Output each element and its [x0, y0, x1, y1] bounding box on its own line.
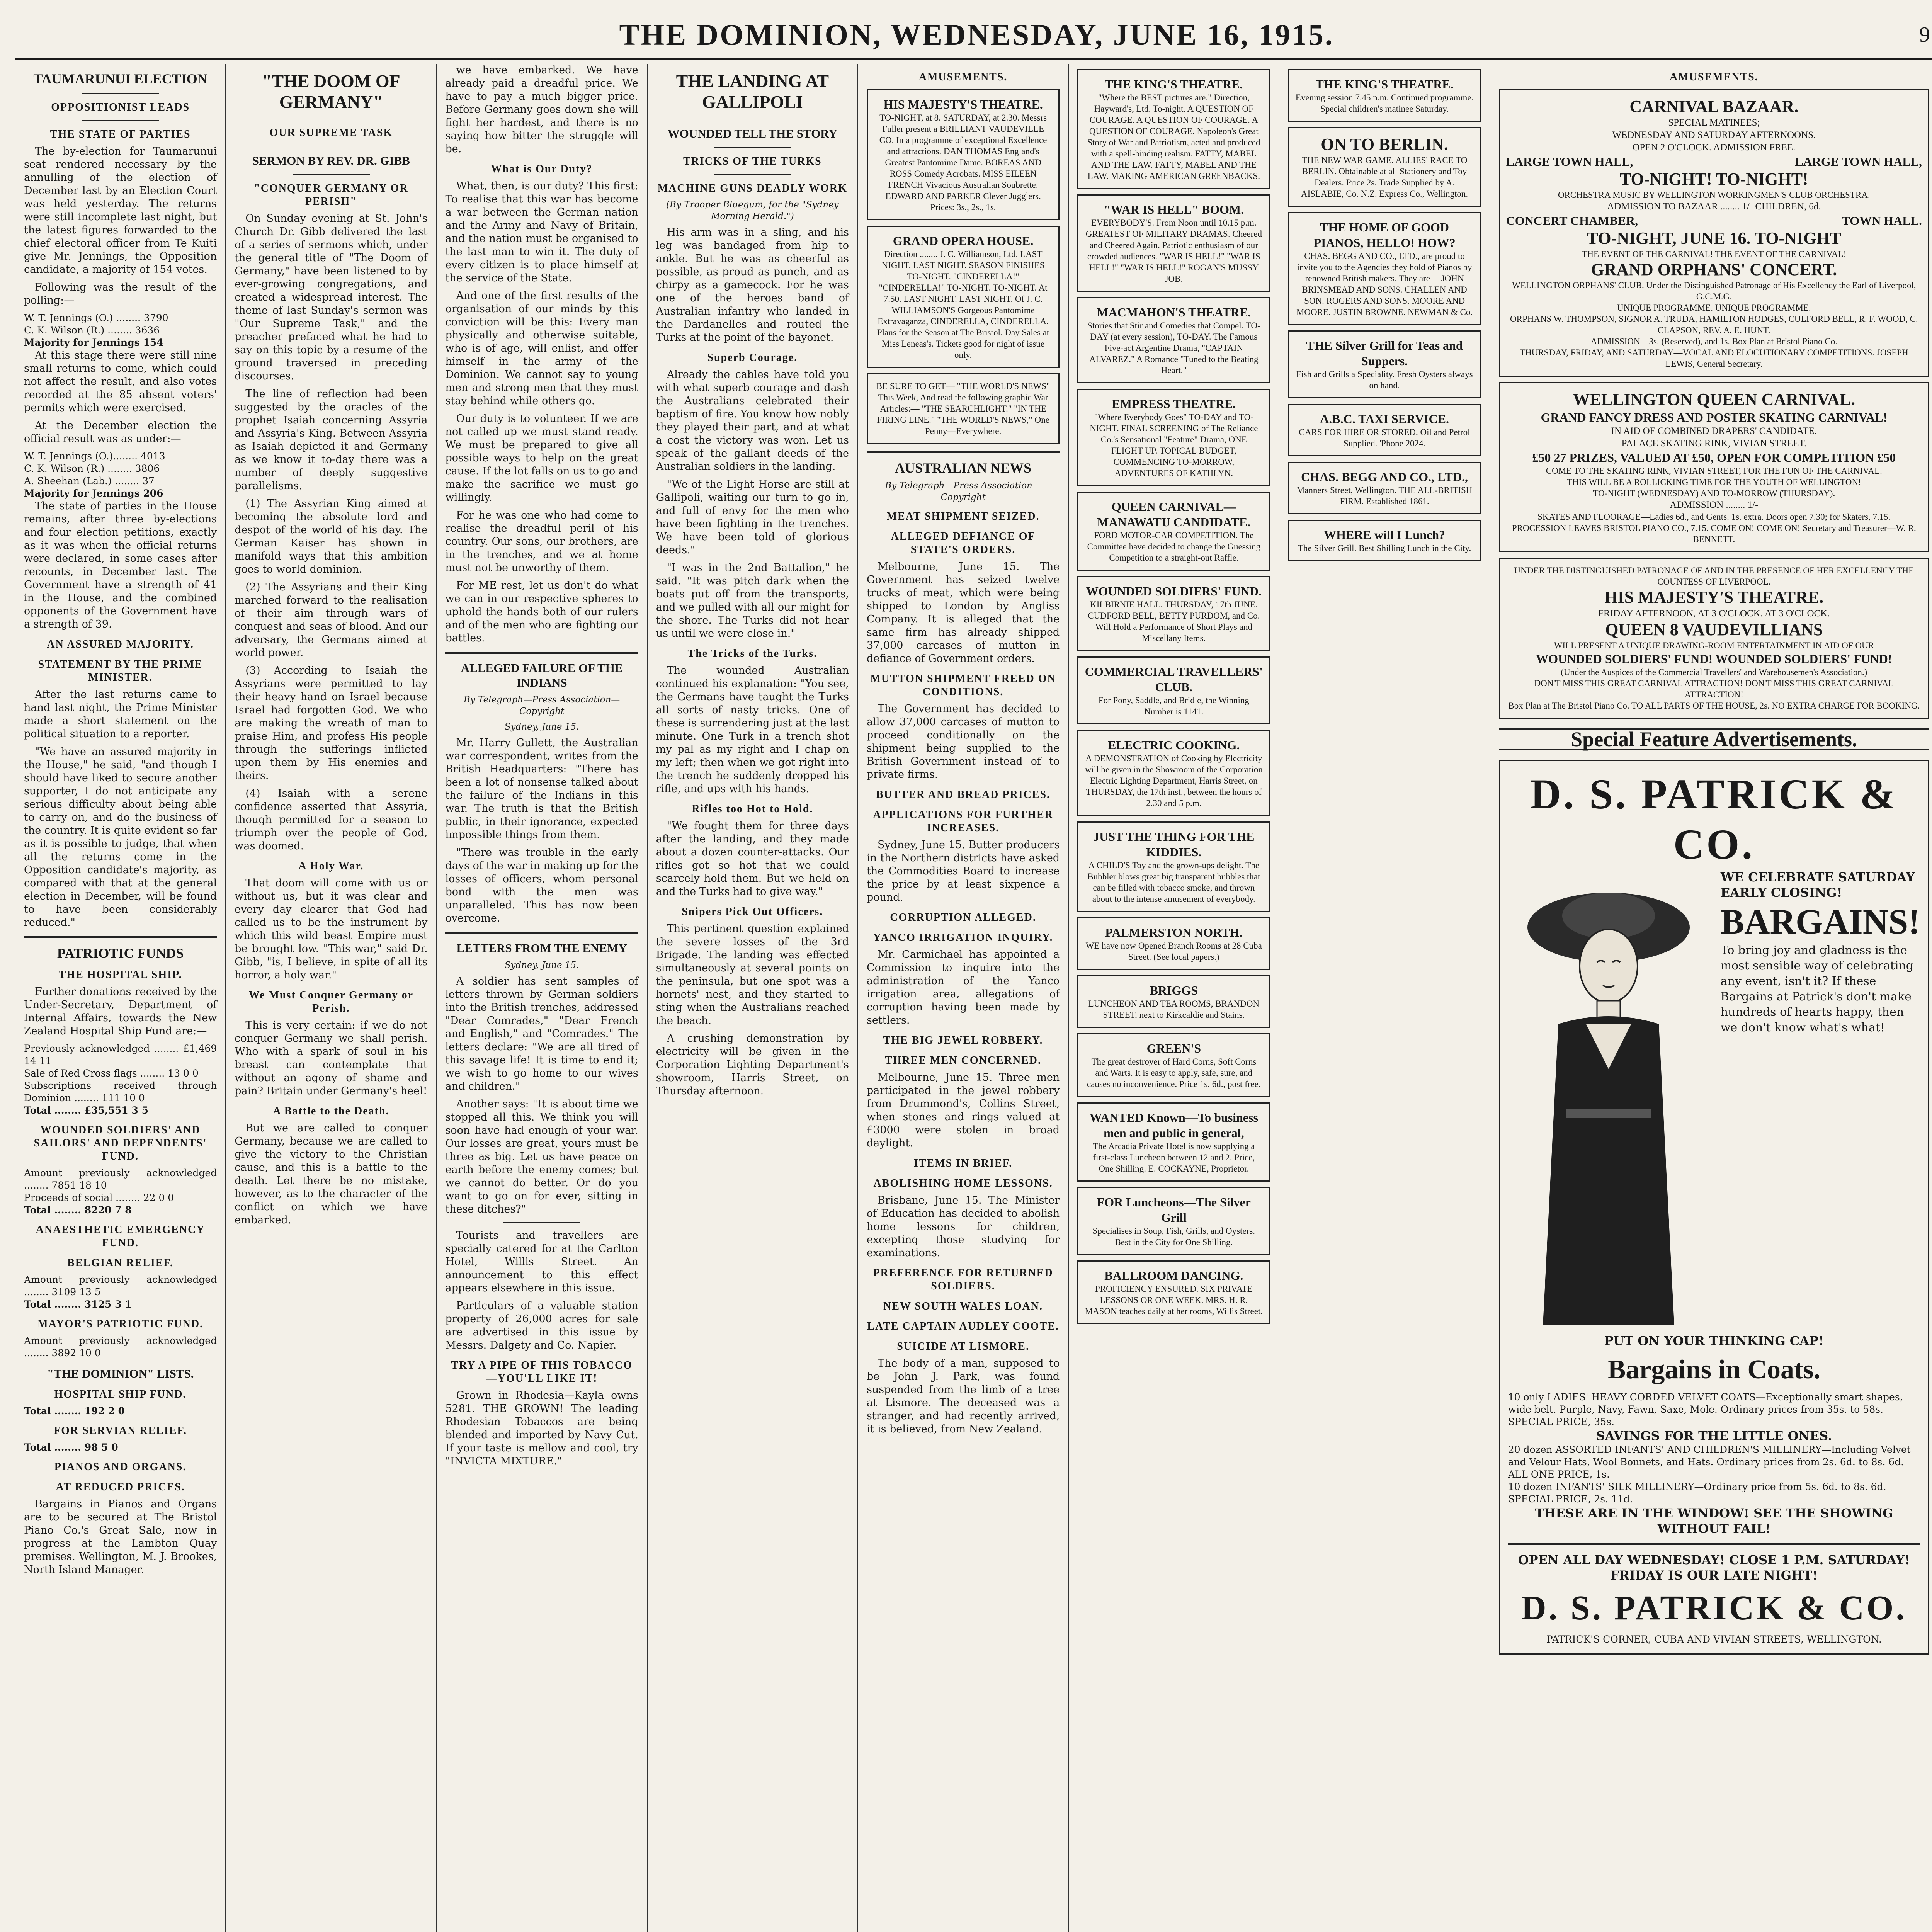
paragraph: That doom will come with us or without us, but it was clear and every day clearer that God had called us to be the instrument by which this wild beast Empire must be brought low. "This war," said Dr. Gibb, "is, I believe, in spite of all its horror, a holy war." [235, 877, 428, 981]
results-table [24, 312, 217, 349]
advertisement [1499, 89, 1929, 377]
ad-title: A.B.C. TAXI SERVICE. [1320, 412, 1449, 426]
ad-title: PALMERSTON NORTH. [1105, 925, 1243, 939]
ad-title: BALLROOM DANCING. [1104, 1269, 1243, 1282]
subheadline: OPPOSITIONIST LEADS [51, 101, 190, 113]
subheadline: BUTTER AND BREAD PRICES. [876, 789, 1051, 801]
ad-body: UNDER THE DISTINGUISHED PATRONAGE OF AND IN THE PRESENCE OF HER EXCELLENCY THE COUNTESS OF LIVERPOOL. [1514, 566, 1914, 587]
ad-body: The great destroyer of Hard Corns, Soft Corns and Warts. It is easy to apply, safe, sure, and causes no inconvenience. Price 1s. 6d., post free. [1087, 1057, 1261, 1089]
paragraph: Another says: "It is about time we stopped all this. We think you will soon have had enough of your war. Our losses are great, yours must be three as big. Let us have peace on earth before the enemy comes; but we cannot do better. Or do you want to go on for ever, sitting in these ditches?" [445, 1098, 638, 1215]
ad-body: WILL PRESENT A UNIQUE DRAWING-ROOM ENTERTAINMENT IN AID OF OUR [1554, 641, 1874, 650]
paragraph: Further donations received by the Under-Secretary, Department of Internal Affairs, towards the New Zealand Hospital Ship Fund are:— [24, 986, 217, 1037]
advertisement [1288, 404, 1481, 456]
ad-title: FOR Luncheons—The Silver Grill [1097, 1195, 1251, 1225]
subheadline: HOSPITAL SHIP FUND. [54, 1388, 187, 1400]
ad-body: PUT ON YOUR THINKING CAP! [1604, 1333, 1824, 1348]
ad-title: GREEN'S [1146, 1041, 1201, 1055]
ad-body: THE EVENT OF THE CARNIVAL! THE EVENT OF THE CARNIVAL! [1582, 249, 1847, 259]
subheadline: The Tricks of the Turks. [687, 648, 818, 660]
ad-body: WE CELEBRATE SATURDAY EARLY CLOSING! [1720, 870, 1915, 900]
result-row: A. Sheehan (Lab.) ........ 37 [24, 475, 155, 486]
paragraph: What, then, is our duty? This first: To realise that this war has become a war between the German nation and the Army and Navy of Britain, and the nation must be organised to the last man to win it. The duty of every citizen is to place himself at the service of the State. [445, 180, 638, 284]
fund-row: Total ........ 98 5 0 [24, 1442, 118, 1453]
advertisement [867, 89, 1060, 220]
fund-row: Sale of Red Cross flags ........ 13 0 0 [24, 1068, 199, 1079]
ad-title: "WAR IS HELL" BOOM. [1104, 202, 1244, 216]
byline: (By Trooper Bluegum, for the "Sydney Morning Herald.") [666, 200, 839, 221]
fund-row: Amount previously acknowledged ........ 3892 10 0 [24, 1335, 217, 1359]
ad-title: THE KING'S THEATRE. [1315, 77, 1454, 91]
ad-title: TO-NIGHT! TO-NIGHT! [1619, 170, 1808, 189]
ad-body: EVERYBODY'S. From Noon until 10.15 p.m. GREATEST OF MILITARY DRAMAS. Cheered and Cheered Again. Patriotic enthusiasm of our crowded audiences. "WAR IS HELL!" "WAR IS HELL!" "WAR IS HELL!" ROGAN'S MUSSY JOB. [1085, 218, 1262, 284]
ad-body: ORPHANS W. THOMPSON, SIGNOR A. TRUDA, HAMILTON HODGES, CULFORD BELL, R. F. WOOD, C. CLAPSON, REV. A. E. HUNT. [1510, 314, 1918, 335]
ad-body: Plans for the Season at The Bristol. Day Sales at Miss Leneas's. Tickets good for night of issue only. [877, 328, 1049, 360]
advertisement [1077, 297, 1270, 383]
divider [714, 174, 791, 175]
paragraph: But we are called to conquer Germany, because we are called to give the victory to the Christian cause, and this is a battle to the death. Let there be no mistake, however, as to the character of the conflict on which we have embarked. [235, 1122, 428, 1226]
ad-body: WOUNDED SOLDIERS' FUND! WOUNDED SOLDIERS' FUND! [1536, 652, 1892, 666]
paragraph: Our duty is to volunteer. If we are not called up we must stand ready. We must be prepared to give all possible ways to help on the great cause. If the lot falls on us to go and make the sacrifice we must go willingly. [445, 413, 638, 503]
headline: "THE DOMINION" LISTS. [47, 1367, 194, 1380]
fund-table [24, 1274, 217, 1311]
ad-body: TO-NIGHT, at 8. SATURDAY, at 2.30. Messrs Fuller present a BRILLIANT VAUDEVILLE CO. In a programme of exceptional Excellence and attractions. DAN THOMAS England's Greatest Pantomime Dame. BOREAS AND ROSS Comedy Acrobats. MISS EILEEN FRENCH Vivacious Australian Soubrette. EDWARD AND PARKER Clever Jugglers. Prices: 3s., 2s., 1s. [879, 113, 1047, 212]
headline: LETTERS FROM THE ENEMY [456, 941, 627, 955]
ad-body: BE SURE TO GET— "THE WORLD'S NEWS" This Week, And read the following graphic War Articles:— "THE SEARCHLIGHT." "IN THE FIRING LINE." "THE WORLD'S NEWS," One Penny—Everywhere. [876, 381, 1050, 436]
fund-table [24, 1167, 217, 1216]
ad-body: FRIDAY AFTERNOON, AT 3 O'CLOCK. AT 3 O'CLOCK. [1598, 608, 1830, 619]
ad-title: QUEEN CARNIVAL—MANAWATU CANDIDATE. [1097, 500, 1251, 529]
ad-body: Stories that Stir and Comedies that Compel. TO-DAY (at every session), TO-DAY. The Famous Five-act Argentine Drama, "CAPTAIN ALVAREZ." A Romance "Tuned to the Beating Heart." [1087, 321, 1260, 375]
ad-body: PATRICK'S CORNER, CUBA AND VIVIAN STREETS, WELLINGTON. [1546, 1634, 1882, 1645]
paragraph: Melbourne, June 15. The Government has seized twelve trucks of meat, which were being shipped to London by Angliss Company. It is alleged that the same firm has already shipped 37,000 carcases of mutton in defiance of Government orders. [866, 561, 1060, 665]
store-logo: D. S. PATRICK & CO. [1521, 1589, 1907, 1627]
divider [714, 147, 791, 148]
ad-body: UNIQUE PROGRAMME. UNIQUE PROGRAMME. [1617, 303, 1811, 313]
results-table [24, 450, 217, 500]
advertisement [1288, 212, 1481, 325]
ad-title: WHERE will I Lunch? [1324, 528, 1445, 542]
ad-headline: BARGAINS! [1720, 902, 1920, 941]
ad-title: CHAS. BEGG AND CO., LTD., [1301, 470, 1468, 484]
ad-body: CARS FOR HIRE OR STORED. Oil and Petrol Supplied. 'Phone 2024. [1299, 427, 1470, 448]
fund-row: Total ........ 8220 7 8 [24, 1204, 132, 1216]
headline: PATRIOTIC FUNDS [57, 946, 184, 961]
divider [445, 652, 638, 654]
advertisement [1288, 520, 1481, 561]
subheadline: PREFERENCE FOR RETURNED SOLDIERS. [873, 1267, 1053, 1292]
paragraph: (3) According to Isaiah the Assyrians were permitted to lay their heavy hand on Israel because Israel had forgotten God. We who are making the wreath of man to praise Him, and profess His people through the sufferings inflicted upon them by His enemies and theirs. [235, 665, 428, 782]
ad-body: CHAS. BEGG AND CO., LTD., are proud to invite you to the Agencies they hold of Pianos by renowned British makers. They are— JOHN BRINSMEAD AND SONS. CHALLEN AND SON. ROGERS AND SONS. MOORE AND MOORE. JUSTIN BROWNE. NEWMAN & Co. [1296, 251, 1473, 317]
ad-body: Specialises in Soup, Fish, Grills, and Oysters. Best in the City for One Shilling. [1092, 1226, 1255, 1247]
ad-row [1506, 154, 1922, 169]
ad-title: GRAND ORPHANS' CONCERT. [1591, 260, 1837, 279]
subheadline: THREE MEN CONCERNED. [885, 1054, 1041, 1066]
subheadline: Rifles too Hot to Hold. [692, 803, 813, 815]
advertisement [1288, 69, 1481, 122]
subheadline: MUTTON SHIPMENT FREED ON CONDITIONS. [870, 673, 1056, 698]
advertisement [1288, 127, 1481, 207]
advertisement [1499, 558, 1929, 719]
advertisement [1499, 382, 1929, 552]
column-2 [226, 64, 437, 1932]
fund-row: Total ........ 3125 3 1 [24, 1299, 132, 1310]
fund-row: Total ........ 192 2 0 [24, 1405, 125, 1417]
ad-body: £50 27 PRIZES, VALUED AT £50, OPEN FOR COMPETITION £50 [1532, 451, 1896, 464]
fund-row: Amount previously acknowledged ........ 3109 13 5 [24, 1274, 217, 1298]
ad-title: WOUNDED SOLDIERS' FUND. [1086, 584, 1262, 598]
venue-label: CONCERT CHAMBER, [1506, 214, 1638, 228]
fund-table [24, 1441, 217, 1454]
paragraph: And one of the first results of the organisation of our minds by this conviction will be this: Every man physically and otherwise suitable, who is of age, will enlist, and offer himself in the army of the Dominion. We cannot say to young men and strong men that they must stay behind while others go. [445, 290, 638, 407]
fund-row: Total ........ £35,551 3 5 [24, 1105, 148, 1116]
paragraph: For ME rest, let us don't do what we can in our respective spheres to uphold the hands both of our rulers and of the men who are fighting our battles. [445, 580, 638, 644]
ad-headline: Bargains in Coats. [1607, 1355, 1821, 1384]
subheadline: THE HOSPITAL SHIP. [58, 969, 182, 981]
ad-body: WE have now Opened Branch Rooms at 28 Cuba Street. (See local papers.) [1085, 941, 1262, 962]
subheadline: BELGIAN RELIEF. [67, 1257, 174, 1269]
subheadline: Snipers Pick Out Officers. [682, 906, 823, 918]
fund-row: Previously acknowledged ........ £1,469 14 11 [24, 1043, 217, 1066]
ad-title: WANTED Known—To business men and public in general, [1089, 1111, 1258, 1140]
paragraph: For he was one who had come to realise the dreadful peril of his country. Our sons, our brothers, are in the trenches, and we at home must not be unworthy of them. [445, 509, 638, 574]
paragraph: Tourists and travellers are specially catered for at the Carlton Hotel, Willis Street. An announcement to this effect appears elsewhere in this issue. [445, 1230, 638, 1294]
result-row: C. K. Wilson (R.) ........ 3806 [24, 463, 160, 474]
paragraph: Melbourne, June 15. Three men participated in the jewel robbery from Drummond's, Collins Street, when stones and rings valued at £3000 were stolen in broad daylight. [866, 1071, 1060, 1149]
ad-body: TO-NIGHT (WEDNESDAY) AND TO-MORROW (THURSDAY). [1593, 488, 1835, 498]
subheadline: AT REDUCED PRICES. [56, 1481, 185, 1493]
fund-row: Proceeds of social ........ 22 0 0 [24, 1192, 174, 1203]
paragraph: "There was trouble in the early days of the war in making up for the losses of officers, whom personal bond with the men was unparalleled. This has now been overcome. [445, 847, 638, 924]
ad-title: WELLINGTON QUEEN CARNIVAL. [1573, 390, 1855, 409]
subheadline: A Holy War. [298, 860, 364, 872]
paragraph: A soldier has sent samples of letters thrown by German soldiers into the British trenches, addressed "Dear Comrades," "Dear French and English," and "Comrades." The letters declare: "We are all tired of this savage life! It is time to end it; we wish to go home to our wives and children." [445, 975, 638, 1092]
fund-table [24, 1335, 217, 1359]
headline: THE LANDING AT GALLIPOLI [676, 71, 829, 112]
ad-body: Evening session 7.45 p.m. Continued programme. Special children's matinee Saturday. [1295, 93, 1474, 114]
ad-body: ADMISSION ........ 1/- [1670, 500, 1759, 510]
ad-body: 10 only LADIES' HEAVY CORDED VELVET COATS—Exceptionally smart shapes, wide belt. Purple, Navy, Fawn, Saxe, Mole. Ordinary prices from 35s. to 58s. SPECIAL PRICE, 35s. [1508, 1391, 1903, 1427]
section-heading: AMUSEMENTS. [918, 71, 1008, 83]
ad-body: SAVINGS FOR THE LITTLE ONES. [1596, 1429, 1832, 1443]
headline: TAUMARUNUI ELECTION [33, 71, 207, 87]
ad-title: CARNIVAL BAZAAR. [1629, 97, 1799, 116]
subheadline: "CONQUER GERMANY OR PERISH" [254, 182, 408, 207]
ad-body: A DEMONSTRATION of Cooking by Electricity will be given in the Showroom of the Corporation Electric Lighting Department, Harris Street, on THURSDAY, the 17th inst., between the hours of 2.30 and 5 p.m. [1085, 753, 1263, 808]
subheadline: WOUNDED SOLDIERS' AND SAILORS' AND DEPENDENTS' FUND. [34, 1124, 207, 1162]
ad-body: 10 dozen INFANTS' SILK MILLINERY—Ordinary price from 5s. 6d. to 8s. 6d. SPECIAL PRICE, 2s. 11d. [1508, 1481, 1886, 1505]
paragraph: His arm was in a sling, and his leg was bandaged from hip to ankle. But he was as cheerful as possible, as proud as punch, and as chirpy as a gamecock. For he was one of the heroes band of Australian infantry who landed in the Dardanelles and routed the Turks at the point of the bayonet. [656, 226, 849, 344]
ad-body: Fish and Grills a Speciality. Fresh Oysters always on hand. [1296, 369, 1473, 390]
divider [24, 936, 217, 938]
ad-body: ADMISSION TO BAZAAR ........ 1/- CHILDREN, 6d. [1607, 201, 1821, 212]
ad-title: QUEEN 8 VAUDEVILLIANS [1605, 620, 1823, 639]
paragraph: The body of a man, supposed to be John J. Park, was found suspended from the limb of a tree at Lismore. The deceased was a stranger, and had recently arrived, it is believed, from New Zealand. [866, 1357, 1060, 1435]
ad-title: HIS MAJESTY'S THEATRE. [1604, 588, 1824, 607]
paragraph: On Sunday evening at St. John's Church Dr. Gibb delivered the last of a series of sermons which, under the general title of "The Doom of Germany," have been listened to by ever-growing congregations, and created a widespread interest. The theme of last Sunday's sermon was "Our Supreme Task," and the preacher prefaced what he had to say on this topic by a resume of the ground traversed in preceding discourses. [235, 213, 428, 382]
ad-body: 20 dozen ASSORTED INFANTS' AND CHILDREN'S MILLINERY—Including Velvet and Velour Hats, Wool Bonnets, and Hats. Ordinary prices from 2s. 6d. to 8s. 6d. ALL ONE PRICE, 1s. [1508, 1444, 1911, 1480]
ad-body: The Arcadia Private Hotel is now supplying a first-class Luncheon between 12 and 2. Price, One Shilling. E. COCKAYNE, Proprietor. [1092, 1141, 1255, 1173]
subheadline: AN ASSURED MAJORITY. [47, 638, 194, 650]
subheadline: THE BIG JEWEL ROBBERY. [883, 1034, 1043, 1046]
paragraph: (2) The Assyrians and their King marched forward to the realisation of their aim through wars of conquest and seas of blood. And our adversary, the Germans aimed at world power. [235, 581, 428, 659]
dateline: Sydney, June 15. [504, 960, 579, 970]
page-number: 9 [1919, 23, 1930, 47]
subheadline: MAYOR'S PATRIOTIC FUND. [37, 1318, 204, 1330]
divider [293, 174, 370, 175]
advertisement [1077, 1260, 1270, 1324]
ad-title: HIS MAJESTY'S THEATRE. [883, 97, 1043, 111]
advertisement [1077, 821, 1270, 912]
ad-title: MACMAHON'S THEATRE. [1097, 305, 1251, 319]
subheadline: MACHINE GUNS DEADLY WORK [657, 182, 847, 194]
ad-body: Box Plan at The Bristol Piano Co. TO ALL PARTS OF THE HOUSE, 2s. NO EXTRA CHARGE FOR BOOKING. [1508, 701, 1920, 711]
ad-title: GRAND OPERA HOUSE. [893, 234, 1034, 248]
paragraph: Brisbane, June 15. The Minister of Education has decided to abolish home lessons for children, excepting those studying for examinations. [866, 1194, 1060, 1259]
paragraph: Mr. Carmichael has appointed a Commission to inquire into the administration of the Yanco irrigation area, allegations of corruption having been made by settlers. [866, 949, 1060, 1026]
ad-body: Direction ........ J. C. Williamson, Ltd. LAST NIGHT. LAST NIGHT. SEASON FINISHES TO-NIGHT. "CINDERELLA!" "CINDERELLA!" TO-NIGHT. TO-NIGHT. At 7.50. LAST NIGHT. LAST NIGHT. Of J. C. WILLIAMSON'S Gorgeous Pantomime Extravaganza, CINDERELLA, CINDERELLA. [878, 249, 1049, 326]
ad-body: For Pony, Saddle, and Bridle, the Winning Number is 1141. [1098, 696, 1249, 716]
advertisement [1077, 69, 1270, 189]
column-1 [15, 64, 226, 1932]
fund-row: Amount previously acknowledged ........ 7851 18 10 [24, 1167, 217, 1191]
ad-body: PROCESSION LEAVES BRISTOL PIANO CO., 7.15. COME ON! COME ON! Secretary and Treasurer—W. R. BENNETT. [1512, 523, 1916, 544]
venue-label: LARGE TOWN HALL, [1506, 155, 1633, 168]
store-logo: D. S. PATRICK & CO. [1530, 770, 1898, 868]
result-row: C. K. Wilson (R.) ........ 3636 [24, 325, 160, 336]
subheadline: STATEMENT BY THE PRIME MINISTER. [38, 658, 203, 684]
ad-copy [1721, 869, 1920, 1036]
paragraph: This is very certain: if we do not conquer Germany we shall perish. Who with a spark of soul in his breast can contemplate that without an agony of shame and pain? Britain under Germany's heel! [235, 1019, 428, 1097]
divider [503, 1222, 580, 1223]
ad-body: ADMISSION—3s. (Reserved), and 1s. Box Plan at Bristol Piano Co. [1590, 337, 1837, 346]
paragraph: (1) The Assyrian King aimed at becoming the absolute lord and despot of the world of his day. The German Kaiser has shown in manifold ways that this ambition goes to world dominion. [235, 498, 428, 575]
paragraph: Grown in Rhodesia—Kayla owns 5281. THE GROWN! The leading Rhodesian Tobaccos are being blended and imported by Navy Cut. If your taste is mellow and cool, try "INVICTA MIXTURE." [445, 1389, 638, 1467]
advertisement [1077, 656, 1270, 724]
headline: AUSTRALIAN NEWS [895, 460, 1032, 476]
paragraph: The by-election for Taumarunui seat rendered necessary by the annulling of the election of December last by an Election Court was held yesterday. The returns were still incomplete last night, but the latest figures forwarded to the chief electoral officer from Te Kuiti give Mr. Jennings, the Opposition candidate, a majority of 154 votes. [24, 145, 217, 276]
divider [82, 120, 159, 121]
advertisement [1077, 975, 1270, 1028]
ad-body: IN AID OF COMBINED DRAPERS' CANDIDATE. [1611, 426, 1817, 436]
ad-body: COME TO THE SKATING RINK, VIVIAN STREET, FOR THE FUN OF THE CARNIVAL. [1546, 466, 1882, 476]
advertisement [1288, 330, 1481, 398]
subheadline: MEAT SHIPMENT SEIZED. [886, 510, 1040, 522]
subheadline: LATE CAPTAIN AUDLEY COOTE. [867, 1320, 1059, 1332]
paragraph: Particulars of a valuable station property of 26,000 acres for sale are advertised in this issue by Messrs. Dalgety and Co. Napier. [445, 1300, 638, 1351]
ad-body: To bring joy and gladness is the most sensible way of celebrating any event, isn't it? If these Bargains at Patrick's don't make hundreds of hearts happy, then we don't know what's what! [1720, 944, 1913, 1034]
ad-body: SKATES AND FLOORAGE—Ladies 6d., and Gents. 1s. extra. Doors open 7.30; for Skaters, 7.15. [1537, 512, 1891, 522]
result-row: W. T. Jennings (O.) ........ 3790 [24, 312, 168, 323]
advertisement [1077, 730, 1270, 816]
ad-body: WEDNESDAY AND SATURDAY AFTERNOONS. [1612, 130, 1816, 140]
ad-body: PALACE SKATING RINK, VIVIAN STREET. [1621, 438, 1807, 449]
divider [1508, 1543, 1920, 1545]
paragraph: This pertinent question explained the severe losses of the 3rd Brigade. The landing was effected simultaneously at several points on the peninsula, but one spot was a hornets' nest, and they started to sting when the Australians reached the beach. [656, 923, 849, 1027]
ad-body: Manners Street, Wellington. THE ALL-BRITISH FIRM. Established 1861. [1296, 485, 1473, 506]
section-heading: AMUSEMENTS. [1669, 71, 1759, 83]
ad-body: The Silver Grill. Best Shilling Lunch in the City. [1298, 543, 1471, 553]
subheadline: What is Our Duty? [491, 163, 593, 175]
ad-body: KILBIRNIE HALL. THURSDAY, 17th JUNE. CUDFORD BELL, BETTY PURDOM, and Co. Will Hold a Performance of Short Plays and Miscellany Items. [1088, 600, 1260, 643]
ad-body: DON'T MISS THIS GREAT CARNIVAL ATTRACTION! DON'T MISS THIS GREAT CARNIVAL ATTRACTION! [1534, 679, 1894, 699]
advertisement [1077, 576, 1270, 651]
subheadline: We Must Conquer Germany or Perish. [248, 989, 414, 1014]
fund-table [24, 1405, 217, 1417]
ad-title: COMMERCIAL TRAVELLERS' CLUB. [1085, 665, 1263, 694]
dateline: Sydney, June 15. [504, 722, 579, 732]
ad-row [1506, 213, 1922, 228]
ad-title: BRIGGS [1150, 983, 1198, 997]
ad-body: (Under the Auspices of the Commercial Travellers' and Warehousemen's Association.) [1561, 667, 1867, 677]
paragraph: "We have an assured majority in the House," he said, "and though I should have liked to secure another supporter, I do not anticipate any serious difficulty about being able to carry on, and do the business of the country. It is quite evident so far as it is possible to judge, that when all the returns come in the Opposition candidate's majority, as compared with that at the general election in December, will be found to have been considerably reduced." [24, 746, 217, 929]
advertisement [867, 373, 1060, 444]
ad-body: OPEN ALL DAY WEDNESDAY! CLOSE 1 P.M. SATURDAY! FRIDAY IS OUR LATE NIGHT! [1518, 1553, 1910, 1583]
subheadline: OUR SUPREME TASK [269, 127, 393, 139]
ad-title: THE KING'S THEATRE. [1105, 77, 1243, 91]
ad-subtitle: SPECIAL MATINEES; [1668, 117, 1760, 128]
advertisement [1077, 1033, 1270, 1097]
column-7 [1279, 64, 1490, 1932]
ad-title: ELECTRIC COOKING. [1108, 738, 1240, 752]
paragraph: Bargains in Pianos and Organs are to be secured at The Bristol Piano Co.'s Great Sale, now in progress at the Lambton Quay premises. Wellington, M. J. Brookes, North Island Manager. [24, 1498, 217, 1576]
column-8 [1490, 64, 1932, 1932]
advertisement [1077, 389, 1270, 486]
ad-title: ON TO BERLIN. [1321, 135, 1448, 154]
ad-body: A CHILD'S Toy and the grown-ups delight. The Bubbler blows great big transparent bubbles that can be filled with tobacco smoke, and thrown about to the intense amusement of everybody. [1087, 861, 1260, 904]
headline: ALLEGED FAILURE OF THE INDIANS [461, 661, 623, 689]
venue-label: TOWN HALL. [1842, 214, 1922, 228]
subheadline: ABOLISHING HOME LESSONS. [873, 1177, 1053, 1189]
subheadline: NEW SOUTH WALES LOAN. [883, 1300, 1043, 1312]
advertisement [1288, 462, 1481, 514]
headline: "THE DOOM OF GERMANY" [262, 71, 400, 112]
column-3 [437, 64, 647, 1932]
subheadline: SUICIDE AT LISMORE. [897, 1340, 1029, 1352]
divider [867, 451, 1060, 453]
subheadline: CORRUPTION ALLEGED. [890, 912, 1036, 923]
subheadline: TRICKS OF THE TURKS [683, 155, 822, 167]
ad-body: THESE ARE IN THE WINDOW! SEE THE SHOWING WITHOUT FAIL! [1535, 1506, 1893, 1536]
fund-row: Subscriptions received through Dominion ........ 111 10 0 [24, 1080, 217, 1104]
paragraph: "We of the Light Horse are still at Gallipoli, waiting our turn to go in, and full of envy for the men who have been fighting in the trenches. We have been told of glorious deeds." [656, 478, 849, 556]
paragraph: The state of parties in the House remains, after three by-elections and four election petitions, exactly as it was when the official returns were declared, in some cases after recounts, in December last. The Government have a strength of 41 in the House, and the combined opponents of the Government have a strength of 39. [24, 500, 217, 630]
result-row: Majority for Jennings 206 [24, 488, 163, 499]
ad-title: EMPRESS THEATRE. [1112, 397, 1236, 411]
ad-body: THIS WILL BE A ROLLICKING TIME FOR THE YOUTH OF WELLINGTON! [1567, 477, 1861, 487]
ad-body: THURSDAY, FRIDAY, AND SATURDAY—VOCAL AND ELOCUTIONARY COMPETITIONS. JOSEPH LEWIS, General Secretary. [1519, 348, 1908, 369]
paragraph: The line of reflection had been suggested by the oracles of the prophet Isaiah concerning Assyria and Assyria's King. Between Assyria as Isaiah depicted it and Germany as we know it to-day there was a number of deeply suggestive parallelisms. [235, 388, 428, 492]
subheadline: PIANOS AND ORGANS. [54, 1461, 187, 1473]
masthead-title: THE DOMINION, WEDNESDAY, JUNE 16, 1915. [619, 18, 1334, 51]
fund-table [24, 1043, 217, 1117]
patrick-advertisement [1499, 760, 1929, 1655]
ad-title: THE HOME OF GOOD PIANOS, HELLO! HOW? [1313, 220, 1456, 250]
paragraph: A crushing demonstration by electricity will be given in the Corporation Lighting Department's showroom, Harris Street, on Thursday afternoon. [656, 1032, 849, 1097]
paragraph: The wounded Australian continued his explanation: "You see, the Germans have taught the Turks all sorts of nasty tricks. One of these is surrendering just at the last minute. One Turk in a trench shot my pal as my right and I chap on my left; then when we got right into the trench he suddenly dropped his rifle, and ups with his hands. [656, 665, 849, 795]
paragraph: The Government has decided to allow 37,000 carcases of mutton to proceed conditionally on the shipment being supplied to the British Government instead of to private firms. [866, 703, 1060, 781]
paragraph: Already the cables have told you with what superb courage and dash the Australians celebrated their baptism of fire. You know how nobly they played their part, and at what a cost the victory was won. Let us speak of the gallant deeds of the Australian soldiers in the landing. [656, 369, 849, 473]
result-row: Majority for Jennings 154 [24, 337, 163, 348]
ad-subtitle: GRAND FANCY DRESS AND POSTER SKATING CARNIVAL! [1541, 410, 1888, 424]
subheadline: A Battle to the Death. [273, 1105, 389, 1117]
divider [445, 932, 638, 934]
ad-body: "Where the BEST pictures are." Direction, Hayward's, Ltd. To-night. A QUESTION OF COURAGE. A QUESTION OF COURAGE. A QUESTION OF COURAGE. Napoleon's Great Story of War and Patriotism, acted and produced with a spell-binding realism. FATTY, MABEL AND THE LAW. FATTY, MABEL AND THE LAW. MAKING AMERICAN GREENBACKS. [1087, 93, 1260, 181]
ad-body: WELLINGTON ORPHANS' CLUB. Under the Distinguished Patronage of His Excellency the Earl of Liverpool, G.C.M.G. [1512, 281, 1916, 301]
paragraph: After the last returns came to hand last night, the Prime Minister made a short statement on the political situation to a reporter. [24, 689, 217, 740]
paragraph: Mr. Harry Gullett, the Australian war correspondent, writes from the British Headquarters: "There has been a lot of nonsense talked about the failure of the Indians in this war. The truth is that the British public, in their ignorance, expected impossible things from them. [445, 737, 638, 841]
column-4 [648, 64, 858, 1932]
feature-banner: Special Feature Advertisements. [1499, 728, 1929, 750]
ad-title: JUST THE THING FOR THE KIDDIES. [1093, 830, 1255, 859]
column-5 [858, 64, 1069, 1932]
subheadline: ITEMS IN BRIEF. [913, 1157, 1013, 1169]
advertisement [1077, 1187, 1270, 1255]
paragraph: At the December election the official result was as under:— [24, 420, 217, 445]
ad-body: THE NEW WAR GAME. ALLIES' RACE TO BERLIN. Obtainable at all Stationery and Toy Dealers. Price 2s. Trade Supplied by A. AISLABIE, Co. N.Z. Express Co., Wellington. [1301, 155, 1468, 199]
woman-illustration [1508, 869, 1709, 1333]
column-6 [1069, 64, 1279, 1932]
ad-body: LUNCHEON AND TEA ROOMS, BRANDON STREET, next to Kirkcaldie and Stains. [1088, 999, 1259, 1020]
subheadline: Superb Courage. [707, 352, 798, 364]
subheadline: ALLEGED DEFIANCE OF STATE'S ORDERS. [891, 531, 1036, 556]
ad-body: PROFICIENCY ENSURED. SIX PRIVATE LESSONS OR ONE WEEK. MRS. H. R. MASON teaches daily at her rooms, Willis Street. [1085, 1284, 1263, 1316]
paragraph: At this stage there were still nine small returns to come, which could not affect the result, and also votes recorded at the 85 absent voters' permits which were exercised. [24, 349, 217, 414]
subheadline: TRY A PIPE OF THIS TOBACCO—YOU'LL LIKE IT! [451, 1359, 633, 1384]
subheadline: YANCO IRRIGATION INQUIRY. [873, 932, 1053, 944]
paragraph: we have embarked. We have already paid a dreadful price. We have to pay a much bigger price. Before Germany goes down she will fight her hardest, and there is no saying how bitter the struggle will be. [445, 64, 638, 155]
venue-label: LARGE TOWN HALL, [1795, 155, 1922, 168]
subheadline: THE STATE OF PARTIES [50, 128, 191, 140]
ad-body: FORD MOTOR-CAR COMPETITION. The Committee have decided to change the Guessing Competition to a straight-out Raffle. [1087, 531, 1261, 563]
paragraph: (4) Isaiah with a serene confidence asserted that Assyria, though permitted for a season to triumph over the people of God, was doomed. [235, 787, 428, 852]
advertisement [1077, 917, 1270, 970]
ad-title: TO-NIGHT, JUNE 16. TO-NIGHT [1587, 229, 1841, 248]
byline: By Telegraph—Press Association—Copyright [885, 481, 1041, 502]
paragraph: Sydney, June 15. Butter producers in the Northern districts have asked the Commodities Board to increase the price by at least sixpence a pound. [866, 839, 1060, 903]
byline: By Telegraph—Press Association—Copyright [463, 695, 620, 716]
paragraph: Following was the result of the polling:— [24, 281, 217, 306]
paragraph: "We fought them for three days after the landing, and they made about a dozen counter-attacks. Our rifles got so hot that we could scarcely hold them. But we held on and the Turks had to give way." [656, 820, 849, 898]
subheadline: APPLICATIONS FOR FURTHER INCREASES. [873, 809, 1053, 834]
subheadline: SERMON BY REV. DR. GIBB [252, 154, 410, 167]
subheadline: FOR SERVIAN RELIEF. [54, 1425, 187, 1437]
advertisement [1077, 194, 1270, 292]
divider [82, 93, 159, 94]
ad-body: OPEN 2 O'CLOCK. ADMISSION FREE. [1633, 142, 1796, 153]
ad-title: THE Silver Grill for Teas and Suppers. [1306, 338, 1463, 368]
advertisement [1077, 492, 1270, 571]
advertisement [867, 226, 1060, 368]
result-row: W. T. Jennings (O.)........ 4013 [24, 451, 165, 462]
subheadline: ANAESTHETIC EMERGENCY FUND. [36, 1224, 205, 1249]
ad-body: ORCHESTRA MUSIC BY WELLINGTON WORKINGMEN'S CLUB ORCHESTRA. [1558, 190, 1870, 200]
ad-body: "Where Everybody Goes" TO-DAY and TO-NIGHT. FINAL SCREENING of The Reliance Co.'s Sensational "Feature" Drama, ONE FLIGHT UP. TOPICAL BUDGET, COMMENCING TO-MORROW, ADVENTURES OF KATHLYN. [1090, 412, 1258, 478]
columns [15, 64, 1932, 1932]
advertisement [1077, 1102, 1270, 1182]
ad-row [1508, 869, 1920, 1333]
subheadline: WOUNDED TELL THE STORY [667, 127, 837, 140]
masthead [15, 12, 1932, 60]
paragraph: "I was in the 2nd Battalion," he said. "It was pitch dark when the boats put off from the transports, and we pulled with all our might for the shore. The Turks did not hear us until we were close in." [656, 562, 849, 639]
